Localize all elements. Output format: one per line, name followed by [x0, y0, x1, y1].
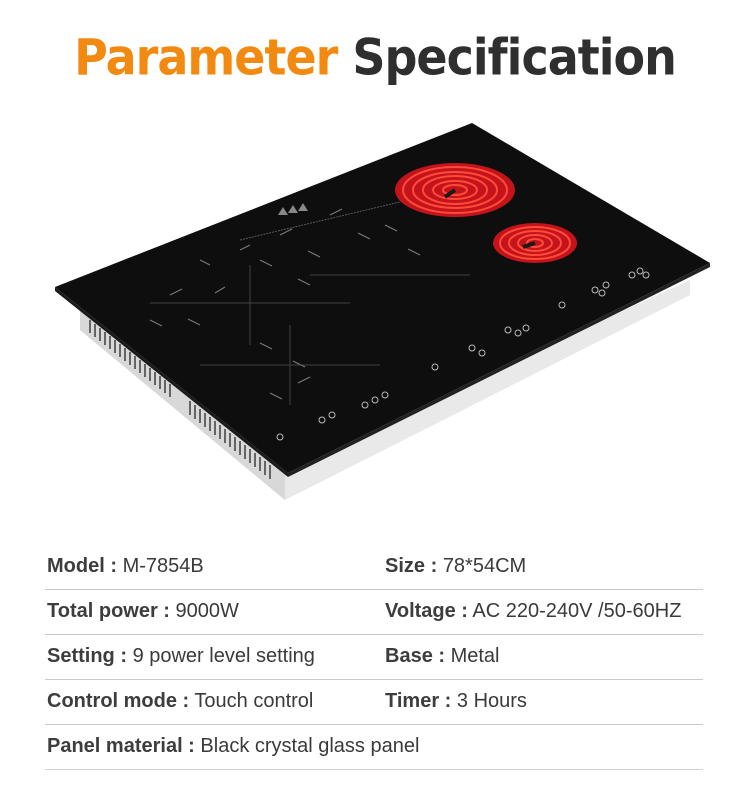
spec-cell-base	[385, 645, 500, 668]
spec-row	[45, 545, 703, 590]
spec-value: AC 220-240V /50-60HZ	[472, 600, 682, 622]
spec-row	[45, 680, 703, 725]
spec-cell-control-mode	[47, 690, 313, 713]
spec-value: 3 Hours	[456, 690, 527, 712]
spec-cell-timer	[385, 690, 527, 713]
glass-panel	[55, 123, 710, 473]
spec-cell-voltage	[385, 600, 681, 623]
spec-cell-total-power	[47, 600, 239, 623]
spec-value: Metal	[450, 645, 500, 667]
spec-table	[45, 545, 703, 770]
spec-row	[45, 590, 703, 635]
spec-label: Timer :	[385, 690, 452, 712]
burner-small	[493, 223, 577, 263]
spec-label: Panel material :	[47, 735, 195, 757]
spec-row	[45, 635, 703, 680]
spec-value: M-7854B	[122, 555, 204, 577]
spec-value: 9 power level setting	[132, 645, 315, 667]
spec-label: Voltage :	[385, 600, 468, 622]
spec-value: Touch control	[194, 690, 314, 712]
spec-value: Black crystal glass panel	[200, 735, 420, 757]
spec-cell-size	[385, 555, 526, 578]
spec-cell-model	[47, 555, 204, 578]
page-title	[0, 28, 750, 86]
spec-label: Base :	[385, 645, 446, 667]
spec-label: Model :	[47, 555, 117, 577]
title-word-parameter: Parameter	[74, 27, 338, 87]
spec-value: 9000W	[175, 600, 239, 622]
spec-label: Control mode :	[47, 690, 190, 712]
spec-value: 78*54CM	[442, 555, 527, 577]
spec-label: Total power :	[47, 600, 170, 622]
title-word-specification: Specification	[352, 27, 676, 87]
spec-label: Size :	[385, 555, 438, 577]
spec-cell-panel-material	[47, 735, 419, 758]
spec-cell-setting	[47, 645, 315, 668]
burner-large	[395, 163, 515, 217]
cooktop-product-image	[50, 115, 720, 515]
spec-label: Setting :	[47, 645, 127, 667]
spec-row	[45, 725, 703, 770]
